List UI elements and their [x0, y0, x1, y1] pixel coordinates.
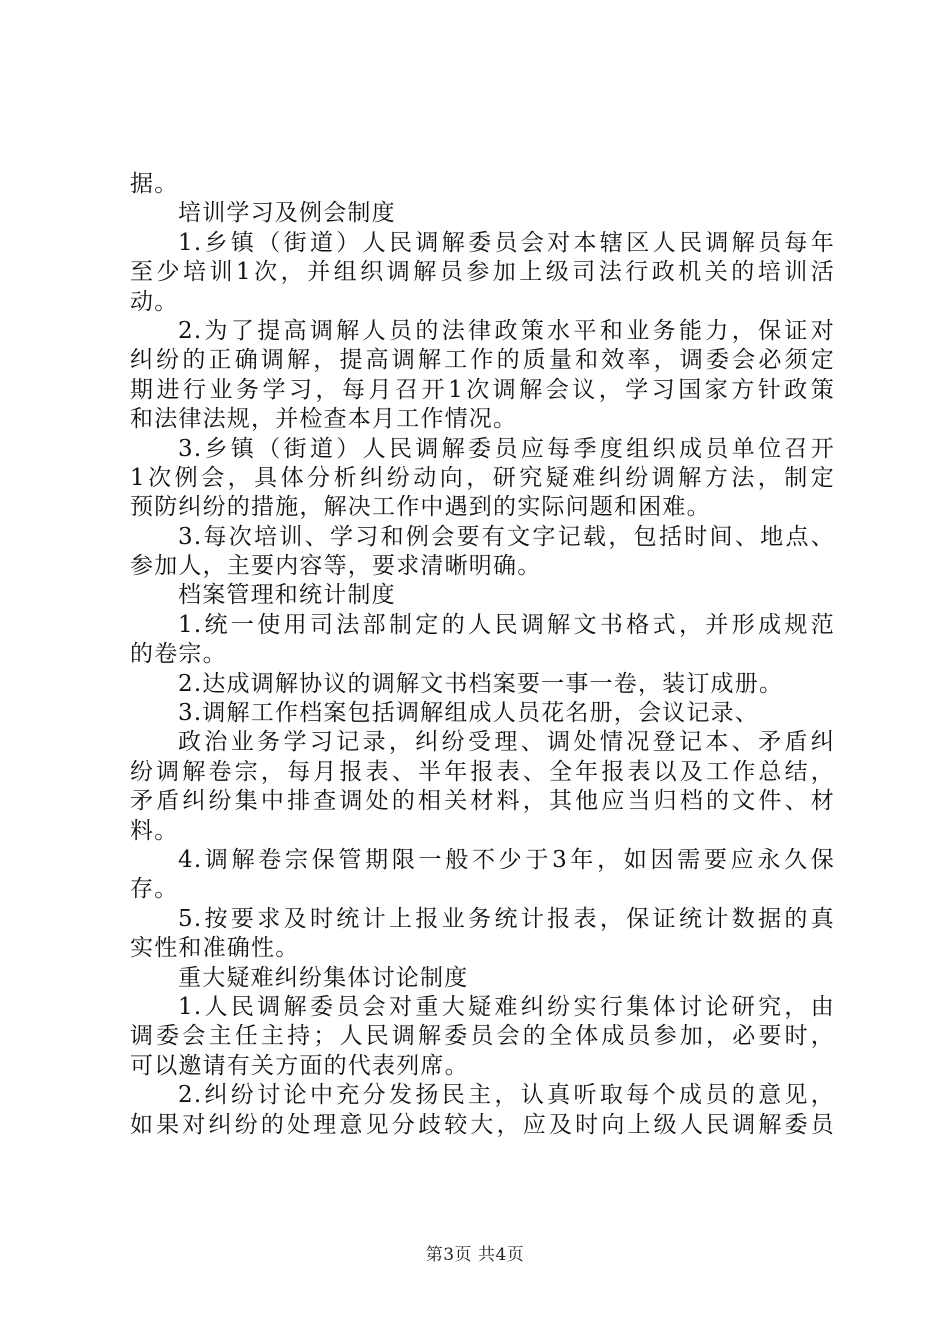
paragraph-line: 2.纠纷讨论中充分发扬民主，认真听取每个成员的意见，	[178, 1082, 835, 1109]
paragraph-line: 料。	[130, 817, 179, 844]
paragraph-line: 矛盾纠纷集中排查调处的相关材料，其他应当归档的文件、材	[130, 788, 835, 815]
paragraph-line: 1.乡镇（街道）人民调解委员会对本辖区人民调解员每年	[178, 229, 835, 256]
paragraph-line: 的卷宗。	[130, 641, 227, 668]
paragraph-line: 3.调解工作档案包括调解组成人员花名册，会议记录、	[178, 700, 759, 727]
paragraph-line: 纷调解卷宗，每月报表、半年报表、全年报表以及工作总结，	[130, 758, 835, 785]
paragraph-line: 5.按要求及时统计上报业务统计报表，保证统计数据的真	[178, 905, 835, 932]
paragraph-line: 据。	[130, 171, 179, 197]
paragraph-line: 2.为了提高调解人员的法律政策水平和业务能力，保证对	[178, 317, 835, 344]
section-heading: 档案管理和统计制度	[178, 582, 396, 609]
document-body	[130, 170, 835, 1140]
paragraph-line: 3.每次培训、学习和例会要有文字记载，包括时间、地点、	[178, 523, 835, 550]
paragraph-line: 预防纠纷的措施，解决工作中遇到的实际问题和困难。	[130, 494, 711, 521]
paragraph-line: 动。	[130, 288, 179, 315]
paragraph-line: 如果对纠纷的处理意见分歧较大，应及时向上级人民调解委员	[130, 1111, 835, 1138]
section-heading: 培训学习及例会制度	[178, 200, 396, 227]
page-footer: 第3页 共4页	[425, 1245, 525, 1265]
paragraph-line: 2.达成调解协议的调解文书档案要一事一卷，装订成册。	[178, 670, 784, 697]
paragraph-line: 期进行业务学习，每月召开1次调解会议，学习国家方针政策	[130, 376, 835, 403]
paragraph-line: 纠纷的正确调解，提高调解工作的质量和效率，调委会必须定	[130, 347, 835, 374]
paragraph-line: 1.人民调解委员会对重大疑难纠纷实行集体讨论研究，由	[178, 993, 835, 1020]
paragraph-line: 4.调解卷宗保管期限一般不少于3年，如因需要应永久保	[178, 846, 835, 873]
paragraph-line: 实性和准确性。	[130, 935, 300, 962]
paragraph-line: 可以邀请有关方面的代表列席。	[130, 1052, 469, 1079]
paragraph-line: 1.统一使用司法部制定的人民调解文书格式，并形成规范	[178, 611, 835, 638]
paragraph-line: 调委会主任主持；人民调解委员会的全体成员参加，必要时，	[130, 1023, 835, 1050]
paragraph-line: 参加人，主要内容等，要求清晰明确。	[130, 553, 542, 580]
section-heading: 重大疑难纠纷集体讨论制度	[178, 964, 469, 991]
paragraph-line: 存。	[130, 876, 179, 903]
paragraph-line: 1次例会，具体分析纠纷动向，研究疑难纠纷调解方法，制定	[130, 464, 835, 491]
paragraph-line: 3.乡镇（街道）人民调解委员应每季度组织成员单位召开	[178, 435, 835, 462]
paragraph-line: 至少培训1次，并组织调解员参加上级司法行政机关的培训活	[130, 259, 835, 286]
paragraph-line: 政治业务学习记录，纠纷受理、调处情况登记本、矛盾纠	[178, 729, 835, 756]
paragraph-line: 和法律法规，并检查本月工作情况。	[130, 406, 518, 433]
